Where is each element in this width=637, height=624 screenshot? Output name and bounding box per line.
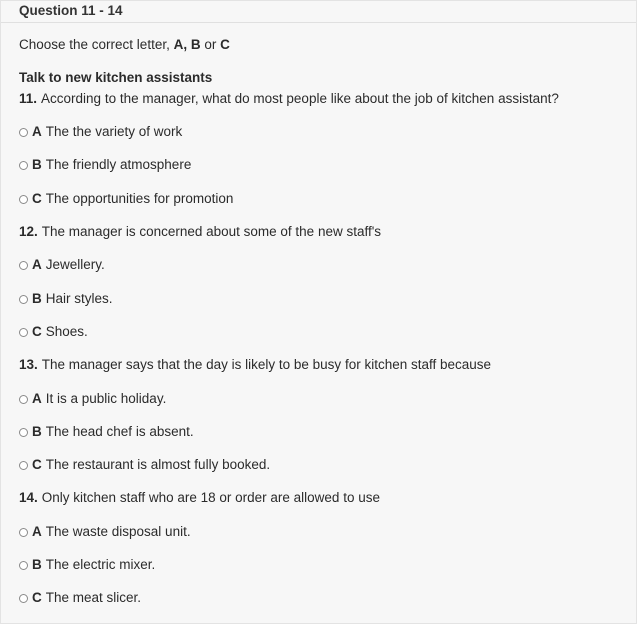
option-11-c[interactable] bbox=[19, 190, 233, 208]
option-text: It is a public holiday. bbox=[45, 391, 167, 406]
section-title: Talk to new kitchen assistants bbox=[19, 70, 213, 85]
option-letter: B bbox=[32, 424, 42, 439]
option-letter: A bbox=[32, 124, 42, 139]
option-letter: A bbox=[32, 524, 42, 539]
option-13-a[interactable] bbox=[19, 390, 166, 408]
option-text: The the variety of work bbox=[45, 124, 183, 139]
question-number: 13. bbox=[19, 357, 38, 372]
option-14-c[interactable] bbox=[19, 589, 141, 607]
option-letter: C bbox=[32, 324, 42, 339]
radio-button-icon[interactable] bbox=[19, 395, 28, 404]
radio-button-icon[interactable] bbox=[19, 328, 28, 337]
question-number: 11. bbox=[19, 91, 38, 106]
instruction-last-letter: C bbox=[220, 37, 230, 52]
radio-button-icon[interactable] bbox=[19, 261, 28, 270]
radio-button-icon[interactable] bbox=[19, 195, 28, 204]
option-text: The waste disposal unit. bbox=[45, 524, 191, 539]
question-text: The manager says that the day is likely to be busy for kitchen staff because bbox=[41, 357, 492, 372]
radio-button-icon[interactable] bbox=[19, 461, 28, 470]
option-text: The meat slicer. bbox=[45, 590, 142, 605]
option-text: The restaurant is almost fully booked. bbox=[45, 457, 271, 472]
option-letter: C bbox=[32, 457, 42, 472]
question-13 bbox=[19, 356, 491, 374]
radio-button-icon[interactable] bbox=[19, 128, 28, 137]
option-11-b[interactable] bbox=[19, 156, 191, 174]
radio-button-icon[interactable] bbox=[19, 561, 28, 570]
option-letter: C bbox=[32, 590, 42, 605]
instruction-conj: or bbox=[204, 37, 217, 52]
question-12 bbox=[19, 223, 381, 241]
question-11 bbox=[19, 90, 559, 108]
option-14-a[interactable] bbox=[19, 523, 191, 541]
question-text: According to the manager, what do most people like about the job of kitchen assistant? bbox=[41, 91, 559, 106]
option-letter: B bbox=[32, 557, 42, 572]
option-13-c[interactable] bbox=[19, 456, 270, 474]
instruction-prefix: Choose the correct letter, bbox=[19, 37, 170, 52]
question-number: 12. bbox=[19, 224, 38, 239]
option-12-b[interactable] bbox=[19, 290, 113, 308]
option-letter: B bbox=[32, 291, 42, 306]
question-range-header: Question 11 - 14 bbox=[1, 1, 636, 23]
radio-button-icon[interactable] bbox=[19, 295, 28, 304]
option-12-c[interactable] bbox=[19, 323, 88, 341]
option-13-b[interactable] bbox=[19, 423, 194, 441]
option-text: The friendly atmosphere bbox=[45, 157, 192, 172]
option-letter: A bbox=[32, 391, 42, 406]
radio-button-icon[interactable] bbox=[19, 594, 28, 603]
option-letter: C bbox=[32, 191, 42, 206]
question-text: Only kitchen staff who are 18 or order are allowed to use bbox=[41, 490, 380, 505]
question-text: The manager is concerned about some of the new staff's bbox=[41, 224, 382, 239]
instruction-text bbox=[19, 36, 230, 54]
option-14-b[interactable] bbox=[19, 556, 155, 574]
radio-button-icon[interactable] bbox=[19, 161, 28, 170]
option-12-a[interactable] bbox=[19, 256, 105, 274]
option-text: The head chef is absent. bbox=[45, 424, 194, 439]
option-text: The electric mixer. bbox=[45, 557, 156, 572]
option-letter: A bbox=[32, 257, 42, 272]
radio-button-icon[interactable] bbox=[19, 528, 28, 537]
question-number: 14. bbox=[19, 490, 38, 505]
option-text: Shoes. bbox=[45, 324, 88, 339]
option-text: Jewellery. bbox=[45, 257, 105, 272]
option-letter: B bbox=[32, 157, 42, 172]
radio-button-icon[interactable] bbox=[19, 428, 28, 437]
question-14 bbox=[19, 489, 380, 507]
instruction-letters: A, B bbox=[173, 37, 201, 52]
option-text: The opportunities for promotion bbox=[45, 191, 234, 206]
option-11-a[interactable] bbox=[19, 123, 182, 141]
option-text: Hair styles. bbox=[45, 291, 113, 306]
